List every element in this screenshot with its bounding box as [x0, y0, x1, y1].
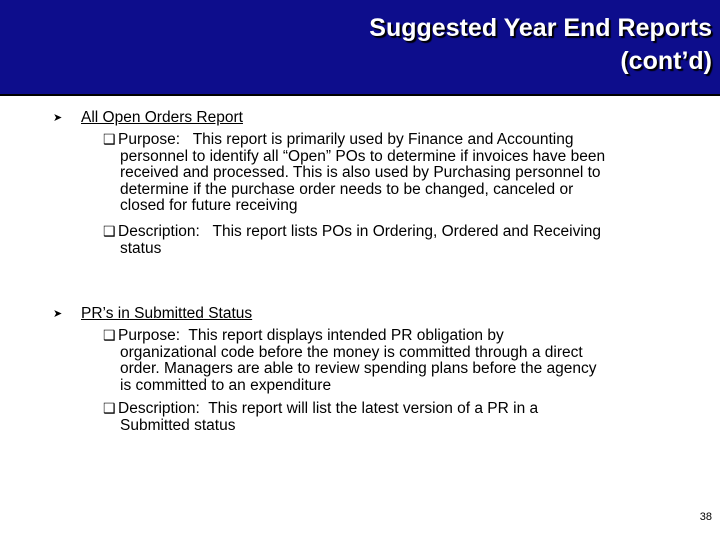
- purpose-text-line: order. Managers are able to review spending plans before the agency: [120, 360, 597, 377]
- page-number: 38: [699, 511, 712, 523]
- description-block: [103, 223, 703, 257]
- purpose-text-line: personnel to identify all “Open” POs to determine if invoices have been: [120, 147, 606, 165]
- purpose-text-line: This report is primarily used by Finance and Accounting: [192, 131, 574, 148]
- arrow-bullet-icon: ➤: [53, 308, 63, 320]
- description-text-line: status: [120, 239, 162, 257]
- slide-title: [369, 12, 712, 78]
- section-heading: [53, 109, 243, 127]
- purpose-text-line: received and processed. This is also used by Purchasing personnel to: [120, 164, 601, 181]
- purpose-label: Purpose:: [118, 327, 181, 344]
- description-block: [103, 400, 703, 434]
- square-bullet-icon: ❑: [103, 327, 116, 343]
- purpose-text-line: organizational code before the money is committed through a direct: [120, 343, 583, 361]
- description-text-line: This report will list the latest version of a PR in a: [208, 400, 539, 417]
- section-title: PR’s in Submitted Status: [81, 305, 253, 322]
- square-bullet-icon: ❑: [103, 131, 116, 147]
- arrow-bullet-icon: ➤: [53, 112, 63, 124]
- slide-title-line-2: (cont’d): [620, 47, 712, 75]
- purpose-text-line: closed for future receiving: [120, 197, 298, 214]
- purpose-block: [103, 327, 703, 394]
- purpose-text-line: determine if the purchase order needs to be changed, canceled or: [120, 180, 574, 198]
- description-label: Description:: [118, 400, 200, 417]
- purpose-block: [103, 131, 703, 215]
- title-banner: [0, 0, 720, 96]
- description-text-line: This report lists POs in Ordering, Ordered and Receiving: [212, 223, 602, 240]
- section-heading: [53, 305, 253, 323]
- square-bullet-icon: ❑: [103, 400, 116, 416]
- purpose-label: Purpose:: [118, 131, 181, 148]
- description-label: Description:: [118, 223, 200, 240]
- purpose-text-line: is committed to an expenditure: [120, 376, 332, 394]
- purpose-text-line: This report displays intended PR obligation by: [188, 327, 504, 344]
- section-title: All Open Orders Report: [81, 109, 243, 126]
- description-text-line: Submitted status: [120, 416, 236, 434]
- square-bullet-icon: ❑: [103, 223, 116, 239]
- slide-title-line-1: Suggested Year End Reports: [369, 14, 712, 42]
